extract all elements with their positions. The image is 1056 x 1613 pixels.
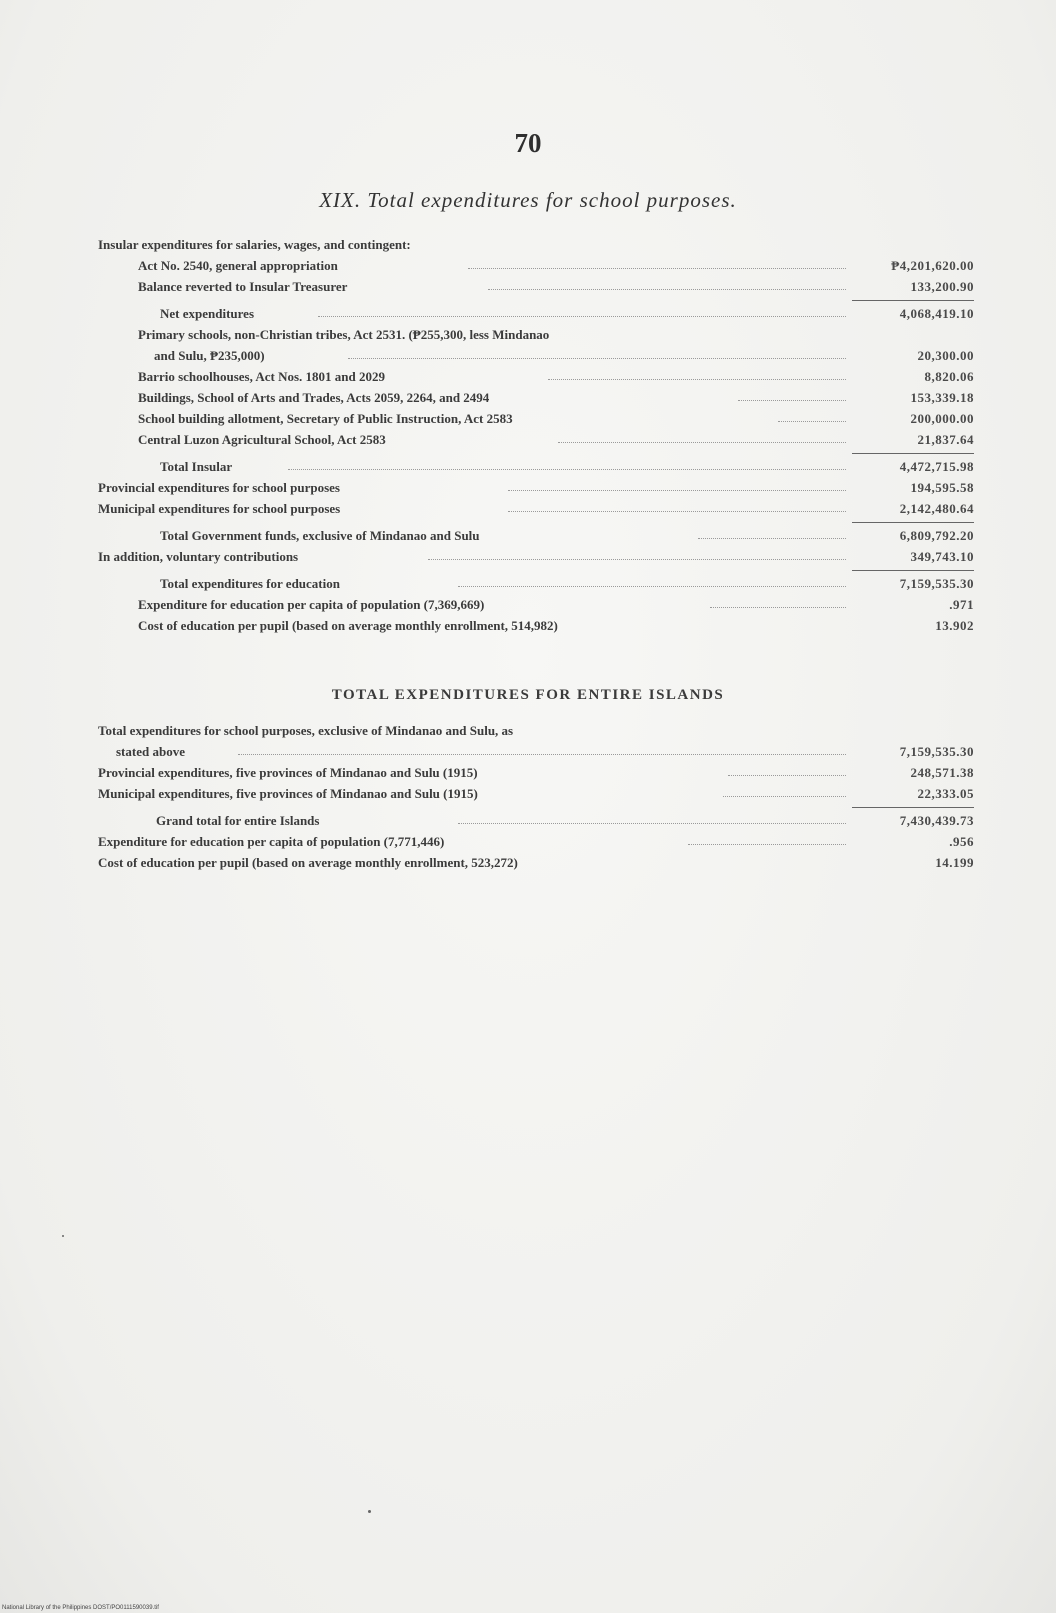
row-amount: 133,200.90: [910, 279, 974, 294]
row-label: stated above: [116, 744, 185, 759]
expenditure-table: [98, 234, 974, 636]
table-row: [98, 720, 974, 741]
table-row: [98, 456, 974, 477]
row-amount: 7,430,439.73: [899, 813, 974, 828]
row-label: Grand total for entire Islands: [156, 813, 320, 828]
row-amount: 20,300.00: [917, 348, 974, 363]
row-amount: .956: [949, 834, 974, 849]
table-row: [98, 810, 974, 831]
page-speck: [368, 1510, 371, 1513]
row-label: Expenditure for education per capita of population (7,771,446): [98, 834, 445, 849]
row-label: Balance reverted to Insular Treasurer: [138, 279, 348, 294]
row-label: School building allotment, Secretary of Public Instruction, Act 2583: [138, 411, 513, 426]
table-title: [0, 188, 1056, 213]
table-row: [98, 387, 974, 408]
row-amount: 14.199: [935, 855, 974, 870]
row-label: and Sulu, ₱235,000): [154, 348, 265, 363]
row-label: Total Insular: [160, 459, 233, 474]
footer-source-text: National Library of the Philippines DOST/PO0111590039.tif: [2, 1605, 159, 1611]
table-row: [98, 546, 974, 567]
row-label: Cost of education per pupil (based on average monthly enrollment, 514,982): [138, 618, 558, 633]
table-row: [98, 615, 974, 636]
table-row: [98, 852, 974, 873]
table-row: [98, 741, 974, 762]
table-row: [98, 594, 974, 615]
table-row: [98, 408, 974, 429]
table-row: [98, 525, 974, 546]
row-label: Central Luzon Agricultural School, Act 2583: [138, 432, 386, 447]
row-amount: 194,595.58: [910, 480, 974, 495]
row-label: Expenditure for education per capita of population (7,369,669): [138, 597, 485, 612]
row-amount: 22,333.05: [917, 786, 974, 801]
row-label: Barrio schoolhouses, Act Nos. 1801 and 2029: [138, 369, 386, 384]
row-amount: 4,068,419.10: [899, 306, 974, 321]
table-row: [98, 498, 974, 519]
row-label: Cost of education per pupil (based on average monthly enrollment, 523,272): [98, 855, 518, 870]
row-amount: 8,820.06: [924, 369, 974, 384]
table-row: [98, 477, 974, 498]
table-row: [98, 573, 974, 594]
table-row: [98, 276, 974, 297]
table-row: [98, 345, 974, 366]
row-amount: 21,837.64: [917, 432, 974, 447]
row-amount: 6,809,792.20: [899, 528, 974, 543]
table-row: [98, 762, 974, 783]
row-label: Primary schools, non-Christian tribes, Act 2531. (₱255,300, less Mindanao: [138, 327, 550, 342]
table-row: [98, 366, 974, 387]
table-number: XIX.: [319, 188, 362, 212]
row-amount: .971: [949, 597, 974, 612]
row-amount: 13.902: [935, 618, 974, 633]
table-row: [98, 783, 974, 804]
row-label: Provincial expenditures for school purposes: [98, 480, 340, 495]
row-label: Municipal expenditures, five provinces of Mindanao and Sulu (1915): [98, 786, 478, 801]
row-label: Provincial expenditures, five provinces of Mindanao and Sulu (1915): [98, 765, 478, 780]
row-amount: 4,472,715.98: [899, 459, 974, 474]
table-row: [98, 429, 974, 450]
row-label: Total Government funds, exclusive of Mindanao and Sulu: [160, 528, 480, 543]
row-amount: 248,571.38: [910, 765, 974, 780]
section-heading: TOTAL EXPENDITURES FOR ENTIRE ISLANDS: [331, 687, 725, 703]
table-row: [98, 234, 974, 255]
row-amount: 200,000.00: [910, 411, 974, 426]
row-label: Insular expenditures for salaries, wages, and contingent:: [98, 237, 411, 252]
page-speck: [62, 1235, 64, 1237]
table-title-text: Total expenditures for school purposes.: [367, 188, 737, 212]
row-label: Municipal expenditures for school purposes: [98, 501, 341, 516]
row-amount: 349,743.10: [910, 549, 974, 564]
row-amount: 7,159,535.30: [899, 576, 974, 591]
table-row: [98, 303, 974, 324]
row-label: Total expenditures for school purposes, exclusive of Mindanao and Sulu, as: [98, 723, 514, 738]
row-label: Total expenditures for education: [160, 576, 340, 591]
table-row: [98, 324, 974, 345]
row-amount: 2,142,480.64: [899, 501, 974, 516]
row-label: In addition, voluntary contributions: [98, 549, 299, 564]
row-label: Net expenditures: [160, 306, 255, 321]
table-row: [98, 831, 974, 852]
table-row: [98, 255, 974, 276]
row-amount: 153,339.18: [910, 390, 974, 405]
row-label: Buildings, School of Arts and Trades, Acts 2059, 2264, and 2494: [138, 390, 490, 405]
entire-islands-table: [98, 720, 974, 873]
row-amount: 7,159,535.30: [899, 744, 974, 759]
row-amount: ₱4,201,620.00: [891, 258, 974, 273]
page-number: 70: [514, 128, 542, 158]
row-label: Act No. 2540, general appropriation: [138, 258, 338, 273]
